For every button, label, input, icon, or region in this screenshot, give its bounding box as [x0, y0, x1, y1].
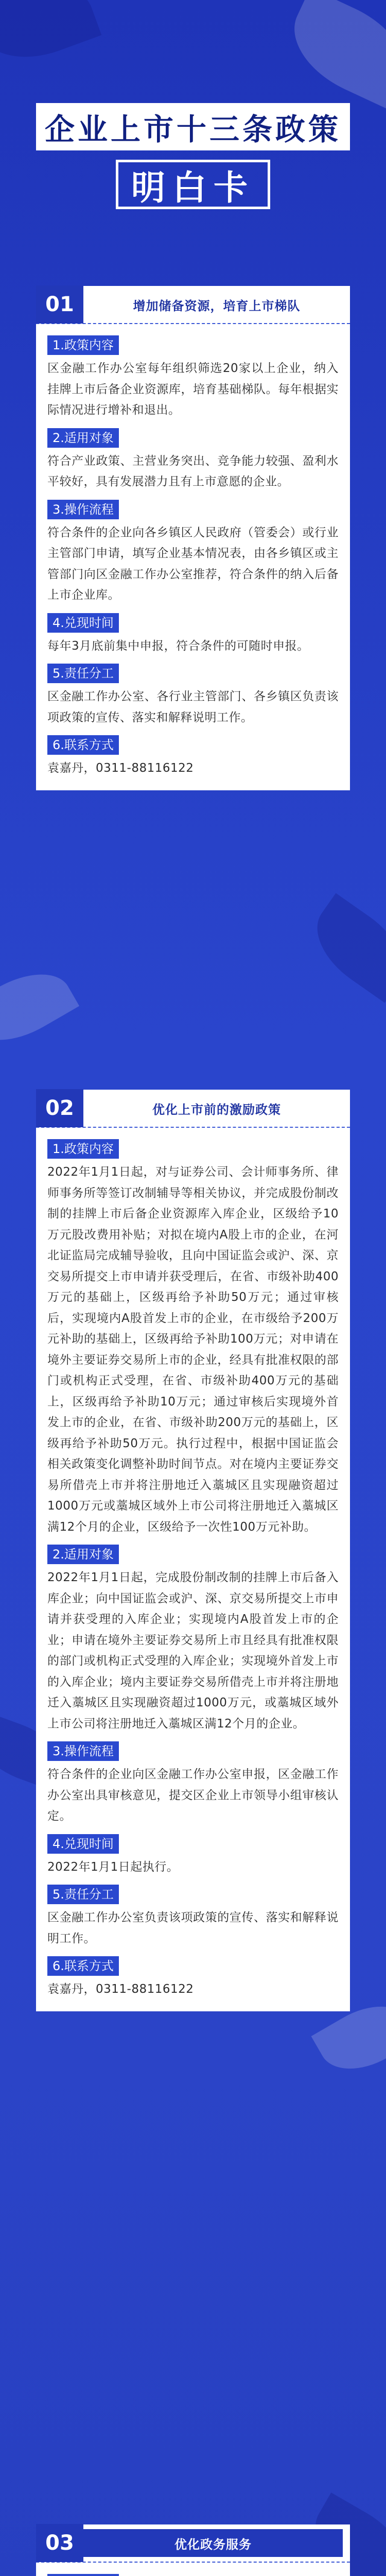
item-tag: 2.适用对象 — [47, 1545, 119, 1564]
item-tag: 6.联系方式 — [47, 735, 119, 755]
section-body — [36, 2563, 350, 2576]
leaf-decoration — [301, 893, 386, 1003]
section-header — [36, 1090, 350, 1128]
section-title: 优化政务服务 — [174, 2537, 252, 2552]
item-text: 符合产业政策、主营业务突出、竞争能力较强、盈利水平较好，具有发展潜力且有上市意愿的企业。 — [47, 454, 339, 488]
section-card-02 — [36, 1090, 350, 2011]
item-tag: 1.政策内容 — [47, 335, 119, 355]
section-number: 03 — [36, 2524, 83, 2562]
leaf-decoration — [278, 0, 386, 110]
item-text: 袁嘉丹，0311-88116122 — [47, 1982, 194, 1996]
item-text: 符合条件的企业向区金融工作办公室申报，区金融工作办公室出具审核意见，提交区企业上市领导小组审核认定。 — [47, 1768, 339, 1823]
item-tag: 2.适用对象 — [47, 428, 119, 448]
section-title: 增加储备资源，培育上市梯队 — [133, 298, 301, 313]
item-tag: 1.政策内容 — [47, 1139, 119, 1159]
section-header — [36, 2524, 350, 2563]
section-title-wrap — [83, 1089, 350, 1127]
item-text: 符合条件的企业向各乡镇区人民政府（管委会）或行业主管部门申请，填写企业基本情况表，由各乡镇区或主管部门向区金融工作办公室推荐，符合条件的纳入后备上市企业库。 — [47, 526, 339, 602]
item-tag: 5.责任分工 — [47, 664, 119, 683]
section-body — [36, 324, 350, 790]
section-title-wrap — [83, 2529, 343, 2557]
section-title-wrap — [83, 285, 350, 324]
leaf-decoration — [0, 0, 101, 74]
item-text: 每年3月底前集中申报，符合条件的可随时申报。 — [47, 639, 309, 653]
page-header — [36, 103, 350, 209]
subtitle-box — [116, 160, 270, 209]
section-card-03 — [36, 2524, 350, 2576]
section-body — [36, 1128, 350, 2011]
item-tag: 4.兑现时间 — [47, 1834, 119, 1854]
item-tag: 4.兑现时间 — [47, 613, 119, 633]
item-text: 袁嘉丹，0311-88116122 — [47, 761, 194, 775]
item-tag: 3.操作流程 — [47, 1741, 119, 1761]
item-tag: 5.责任分工 — [47, 1885, 119, 1904]
item-tag: 3.操作流程 — [47, 500, 119, 519]
item-text: 2022年1月1日起，完成股份制改制的挂牌上市后备入库企业；向中国证监会或沪、深、京交易所提交上市申请并获受理的入库企业；实现境内A股首发上市的企业；申请在境外主要证券交易所上市且经具有批准权限的部门或机构正式受理的入库企业；实现境外首发上市的入库企业；境内主要证券交易所借壳上市并将注册地迁入藁城区且实现融资超过1000万元，或藁城区域外上市公司将注册地迁入藁城区满12个月的企业。 — [47, 1571, 339, 1731]
page-title: 企业上市十三条政策 — [44, 112, 341, 147]
item-text: 2022年1月1日起执行。 — [47, 1860, 179, 1874]
item-text: 区金融工作办公室负责该项政策的宣传、落实和解释说明工作。 — [47, 1911, 339, 1945]
title-box — [36, 103, 350, 150]
section-header — [36, 286, 350, 324]
item-text: 区金融工作办公室每年组织筛选20家以上企业，纳入挂牌上市后备企业资源库，培育基础梯队。每年根据实际情况进行增补和退出。 — [47, 362, 339, 417]
item-tag: 6.联系方式 — [47, 1956, 119, 1976]
leaf-decoration — [0, 957, 79, 1057]
section-title: 优化上市前的激励政策 — [152, 1102, 281, 1117]
item-tag — [47, 2574, 119, 2576]
section-card-01 — [36, 286, 350, 790]
page-subtitle: 明白卡 — [131, 167, 255, 208]
item-text: 区金融工作办公室、各行业主管部门、各乡镇区负责该项政策的宣传、落实和解释说明工作。 — [47, 690, 339, 724]
section-number: 01 — [36, 285, 83, 324]
section-number: 02 — [36, 1089, 83, 1127]
item-text: 2022年1月1日起，对与证券公司、会计师事务所、律师事务所等签订改制辅导等相关协议，并完成股份制改制的挂牌上市后备企业资源库入库企业，区级给予10万元股改费用补贴；对拟在境内A股上市的企业，在河北证监局完成辅导验收，且向中国证监会或沪、深、京交易所提交上市申请并获受理后，在省、市级补助400万元的基础上，区级再给予补助50万元；通过审核后，实现境内A股首发上市的企业，在市级给予200万元补助的基础上，区级再给予补助100万元；对申请在境外主要证券交易所上市的企业，经具有批准权限的部门或机构正式受理，在省、市级补助400万元的基础上，区级再给予补助10万元；通过审核后实现境外首发上市的企业，在省、市级补助200万元的基础上，区级再给予补助50万元。执行过程中，根据中国证监会相关政策变化调整补助时间节点。对在境内主要证券交易所借壳上市并将注册地迁入藁城区且实现融资超过1000万元或藁城区域外上市公司将注册地迁入藁城区满12个月的企业，区级给予一次性100万元补助。 — [47, 1165, 339, 1534]
